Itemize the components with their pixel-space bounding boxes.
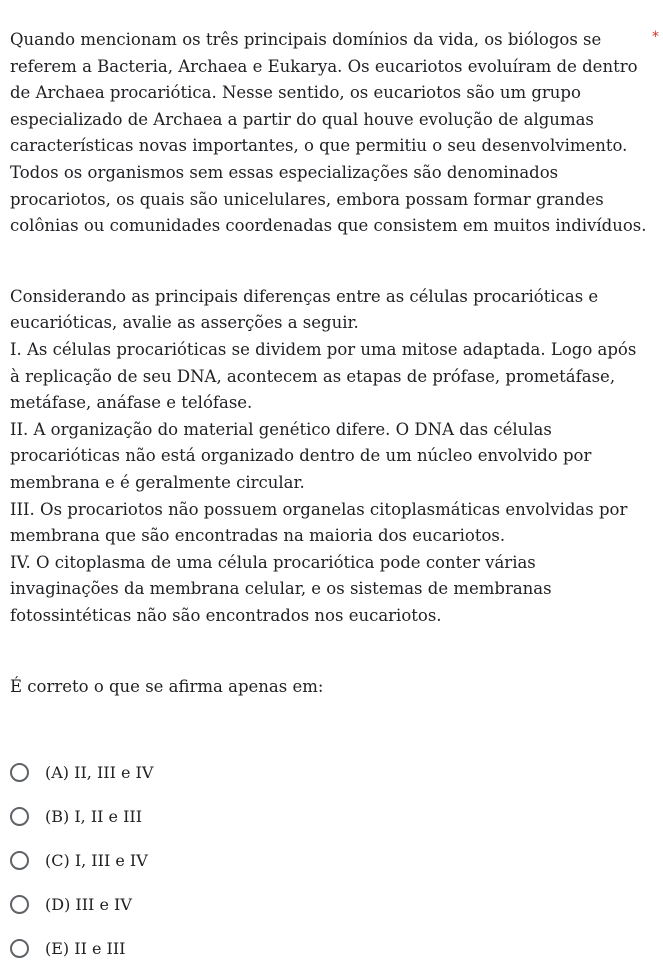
option-e[interactable] <box>9 926 649 970</box>
question-block <box>10 27 648 701</box>
assertion-i: I. As células procarióticas se dividem por uma mitose adaptada. Logo após à replicação de seu DNA, acontecem as etapas de prófase, prometáfase, metáfase, anáfase e telófase. <box>10 339 637 413</box>
question-intro: Quando mencionam os três principais domínios da vida, os biólogos se referem a Bacteria, Archaea e Eukarya. Os eucariotos evoluíram de dentro de Archaea procariótica. Nesse sentido, os eucariotos são um grupo especializado de Archaea a partir do qual houve evolução de algumas características novas importantes, o que permitiu o seu desenvolvimento. Todos os organismos sem essas especializações são denominados procariotos, os quais são unicelulares, embora possam formar grandes colônias ou comunidades coordenadas que consistem em muitos indivíduos. <box>10 30 647 236</box>
radio-button-icon[interactable] <box>10 939 29 958</box>
question-instruction: Considerando as principais diferenças entre as células procarióticas e eucarióticas, avalie as asserções a seguir. <box>10 286 599 333</box>
assertion-iv: IV. O citoplasma de uma célula procariótica pode conter várias invaginações da membrana celular, e os sistemas de membranas fotossintéticas não são encontrados nos eucariotos. <box>10 552 552 625</box>
radio-button-icon[interactable] <box>10 763 29 782</box>
answer-options <box>9 750 649 970</box>
question-prompt: É correto o que se afirma apenas em: <box>10 677 324 697</box>
required-marker: * <box>652 29 659 45</box>
radio-button-icon[interactable] <box>10 851 29 870</box>
option-c[interactable] <box>9 838 649 882</box>
radio-button-icon[interactable] <box>10 895 29 914</box>
option-label: (C) I, III e IV <box>45 850 148 870</box>
option-d[interactable] <box>9 882 649 926</box>
option-label: (E) II e III <box>45 938 126 958</box>
option-a[interactable] <box>9 750 649 794</box>
radio-button-icon[interactable] <box>10 807 29 826</box>
option-label: (A) II, III e IV <box>45 762 154 782</box>
option-label: (D) III e IV <box>45 894 132 914</box>
option-b[interactable] <box>9 794 649 838</box>
assertion-iii: III. Os procariotos não possuem organelas citoplasmáticas envolvidas por membrana que são encontradas na maioria dos eucariotos. <box>10 499 628 546</box>
assertion-ii: II. A organização do material genético difere. O DNA das células procarióticas não está organizado dentro de um núcleo envolvido por membrana e é geralmente circular. <box>10 419 592 492</box>
option-label: (B) I, II e III <box>45 806 143 826</box>
